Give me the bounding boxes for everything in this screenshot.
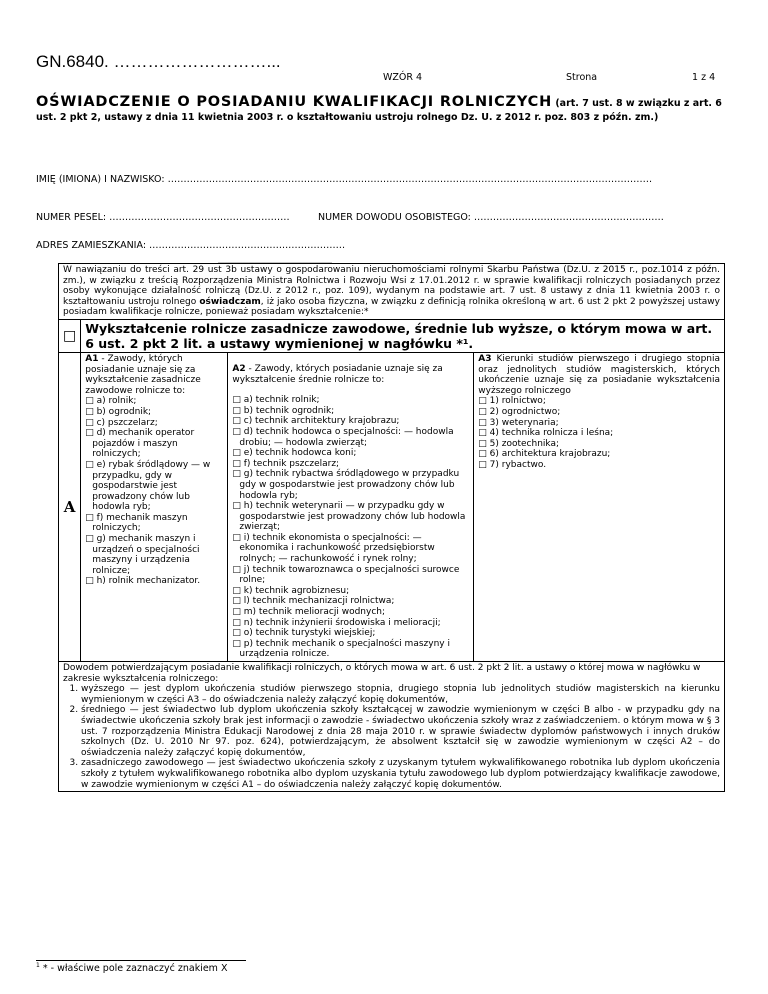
section-heading: Wykształcenie rolnicze zasadnicze zawodowe, średnie lub wyższe, o którym mowa w art. 6 ust. 2 pkt 2 lit. a ustawy wymienionej w nagłówku *¹. xyxy=(81,319,725,352)
a1-header: - Zawody, których posiadanie uznaje się za wykształcenie zasadnicze zawodowe rolnicze to: xyxy=(85,353,201,396)
option-checkbox-item[interactable]: □ o) technik turystyki wiejskiej; xyxy=(232,628,376,639)
col-a1 xyxy=(81,352,228,661)
a2-code: A2 xyxy=(232,363,246,374)
option-checkbox-item[interactable]: □ 6) architektura krajobrazu; xyxy=(478,449,611,460)
option-checkbox-item[interactable]: □ d) technik hodowca o specjalności: — hodowla drobiu; — hodowla zwierząt; xyxy=(232,426,454,448)
title-main: OŚWIADCZENIE O POSIADANIU KWALIFIKACJI ROLNICZYCH xyxy=(36,94,553,110)
a3-code: A3 xyxy=(478,353,492,364)
option-checkbox-item[interactable]: □ b) technik ogrodnik; xyxy=(232,405,335,416)
form-label: WZÓR 4 xyxy=(383,72,423,83)
address-dots-second-line: ………………………………………………… xyxy=(218,258,332,265)
option-checkbox-item[interactable]: □ f) technik pszczelarz; xyxy=(232,458,340,469)
pesel-field xyxy=(36,212,290,223)
proof-section xyxy=(59,662,725,792)
option-checkbox-item[interactable]: □ e) rybak śródlądowy — w przypadku, gdy w gospodarstwie jest prowadzony chów lub hodowla ryb; xyxy=(85,459,211,513)
footnote-text: * - właściwe pole zaznaczyć znakiem X xyxy=(39,963,228,975)
option-checkbox-item[interactable]: □ b) ogrodnik; xyxy=(85,406,152,417)
col-a2 xyxy=(228,352,474,661)
option-checkbox-item[interactable]: □ n) technik inżynierii środowiska i melioracji; xyxy=(232,617,441,628)
option-checkbox-item[interactable]: □ a) technik rolnik; xyxy=(232,395,320,406)
option-checkbox-item[interactable]: □ a) rolnik; xyxy=(85,396,137,407)
id-dots: …………………………………………………… xyxy=(473,212,664,223)
option-checkbox-item[interactable]: □ g) technik rybactwa śródlądowego w przypadku gdy w gospodarstwie jest prowadzony chów lub hodowla ryb; xyxy=(232,469,460,501)
option-checkbox-item[interactable]: □ h) technik weterynarii — w przypadku gdy w gospodarstwie jest prowadzony chów lub hodowla zwierząt; xyxy=(232,501,466,533)
proof-item-secondary: 2. średniego — jest świadectwo lub dyplom ukończenia szkoły kształcącej w zawodzie wymienionym w części B albo - w przypadku gdy na świadectwie ukończenia szkoły brak jest informacji o zawodzie - świadectwo ukończenia szkoły wraz z zaświadczeniem. o którym mowa w § 3 ust. 7 rozporządzenia Ministra Edukacji Narodowej z dnia 28 maja 2010 r. w sprawie świadectw dyplomów państwowych i innych druków szkolnych (Dz. U. 2010 Nr 97. poz. 624), potwierdzającym, że absolwent kształcił się w zawodzie wymienionym w części A2 – do oświadczenia należy załączyć kopię dokumentów, xyxy=(81,705,720,758)
address-label: ADRES ZAMIESZKANIA: xyxy=(36,240,147,251)
proof-item-vocational: 3. zasadniczego zawodowego — jest świadectwo ukończenia szkoły z uzyskanym tytułem wykwalifikowanego robotnika lub dyplom ukończenia szkoły z tytułem wykwalifikowanego robotnika albo dyplom uzyskania tytułu zawodowego lub dyplom potwierdzający kwalifikacje zawodowe, w zawodzie wymienionym w części A1 – do oświadczenia należy załączyć kopię dokumentów. xyxy=(81,758,720,790)
proof-intro: Dowodem potwierdzającym posiadanie kwalifikacji rolniczych, o których mowa w art. 6 ust. 2 pkt 2 lit. a ustawy o której mowa w nagłówku w zakresie wykształcenia rolniczego: xyxy=(63,663,701,684)
intro-paragraph: W nawiązaniu do treści art. 29 ust 3b ustawy o gospodarowaniu nieruchomościami rolnymi Skarbu Państwa (Dz.U. z 2015 r., poz.1014 z późn. zm.), w związku z treścią Rozporządzenia Ministra Rolnictwa i Rozwoju Wsi z 17.01.2012 r. w sprawie kwalifikacji rolniczych posiadanych przez osoby wykonujące działalność rolniczą (Dz.U. z 2012 r., poz. 109), wydanym na podstawie art. 7 ust. 8 ustawy z dnia 11 kwietnia 2003 r. o kształtowaniu ustroju rolnego oświadczam, iż jako osoba fizyczna, w związku z definicją rolnika określoną w art. 6 ust 2 pkt 2 powyższej ustawy posiadam kwalifikacje rolnicze, ponieważ posiadam wykształcenie:* xyxy=(59,264,725,320)
option-checkbox-item[interactable]: □ 3) weterynaria; xyxy=(478,417,559,428)
doc-code: GN.6840. ………………………... xyxy=(36,52,281,71)
option-checkbox-item[interactable]: □ p) technik mechanik o specjalności maszyny i urządzenia rolnicze. xyxy=(232,638,450,660)
id-field xyxy=(318,212,664,223)
proof-list xyxy=(63,684,720,790)
option-checkbox-item[interactable]: □ m) technik melioracji wodnych; xyxy=(232,607,386,618)
a1-list xyxy=(85,396,223,587)
address-field xyxy=(36,240,345,251)
a2-header: - Zawody, których posiadanie uznaje się za wykształcenie średnie rolnicze to: xyxy=(232,363,443,385)
document-title xyxy=(36,96,736,124)
a3-header: Kierunki studiów pierwszego i drugiego stopnia oraz jednolitych studiów magisterskich, których ukończenie uznaje się za posiadanie wykształcenia wyższego rolniczego xyxy=(478,353,720,396)
option-checkbox-item[interactable]: □ 7) rybactwo. xyxy=(478,459,547,470)
footnote-separator xyxy=(36,960,246,961)
title-legal-basis: (art. 7 ust. 8 w związku z art. 6 ust. 2 pkt 2, ustawy z dnia 11 kwietnia 2003 r. o kształtowaniu ustroju rolnego Dz. U. z 2012 r. poz. 803 z późn. zm.) xyxy=(36,98,722,123)
id-label: NUMER DOWODU OSOBISTEGO: xyxy=(318,212,471,223)
option-checkbox-item[interactable]: □ 1) rolnictwo; xyxy=(478,396,546,407)
footnote-mark: 1 xyxy=(36,962,40,969)
pesel-label: NUMER PESEL: xyxy=(36,212,107,223)
option-checkbox-item[interactable]: □ i) technik ekonomista o specjalności: — ekonomika i rachunkowość przedsiębiorstw rolnych; — rachunkowość i rynek rolny; xyxy=(232,532,435,565)
page-number: 1 z 4 xyxy=(692,72,716,83)
name-field xyxy=(36,174,652,185)
option-checkbox-item[interactable]: □ f) mechanik maszyn rolniczych; xyxy=(85,512,188,534)
a3-list xyxy=(478,396,720,470)
a1-code: A1 xyxy=(85,353,99,364)
option-checkbox-item[interactable]: □ k) technik agrobiznesu; xyxy=(232,585,350,596)
proof-item-higher: 1. wyższego — jest dyplom ukończenia studiów pierwszego stopnia, drugiego stopnia lub jednolitych studiów magisterskich na kierunku wymienionym w części A3 – do oświadczenia należy załączyć kopię dokumentów, xyxy=(81,684,720,705)
option-checkbox-item[interactable]: □ j) technik towaroznawca o specjalności surowce rolne; xyxy=(232,564,460,586)
option-checkbox-item[interactable]: □ c) technik architektury krajobrazu; xyxy=(232,416,400,427)
option-checkbox-item[interactable]: □ d) mechanik operator pojazdów i maszyn rolniczych; xyxy=(85,428,195,460)
page-label: Strona xyxy=(566,72,598,83)
option-checkbox-item[interactable]: □ g) mechanik maszyn i urządzeń o specjalności maszyny i urządzenia rolnicze; xyxy=(85,534,200,576)
col-a3 xyxy=(474,352,725,661)
name-label: IMIĘ (IMIONA) I NAZWISKO: xyxy=(36,174,165,185)
option-checkbox-item[interactable]: □ h) rolnik mechanizator. xyxy=(85,576,201,587)
section-letter: A xyxy=(59,352,81,661)
section-checkbox[interactable]: □ xyxy=(59,319,81,352)
name-dots: ……………………………………………………………………………………………………………………………………… xyxy=(167,174,653,185)
option-checkbox-item[interactable]: □ 4) technika rolnicza i leśna; xyxy=(478,428,614,439)
a2-list xyxy=(232,395,469,660)
option-checkbox-item[interactable]: □ e) technik hodowca koni; xyxy=(232,448,357,459)
option-checkbox-item[interactable]: □ l) technik mechanizacji rolnictwa; xyxy=(232,596,395,607)
footnote xyxy=(36,962,227,974)
option-checkbox-item[interactable]: □ c) pszczelarz; xyxy=(85,417,158,428)
option-checkbox-item[interactable]: □ 5) zootechnika; xyxy=(478,438,560,449)
qualification-table xyxy=(58,263,725,792)
pesel-dots: ………………………………………………… xyxy=(109,212,290,223)
option-checkbox-item[interactable]: □ 2) ogrodnictwo; xyxy=(478,406,561,417)
address-dots: ……………………………………..……………… xyxy=(149,240,346,251)
declaration-keyword: oświadczam xyxy=(199,296,261,307)
